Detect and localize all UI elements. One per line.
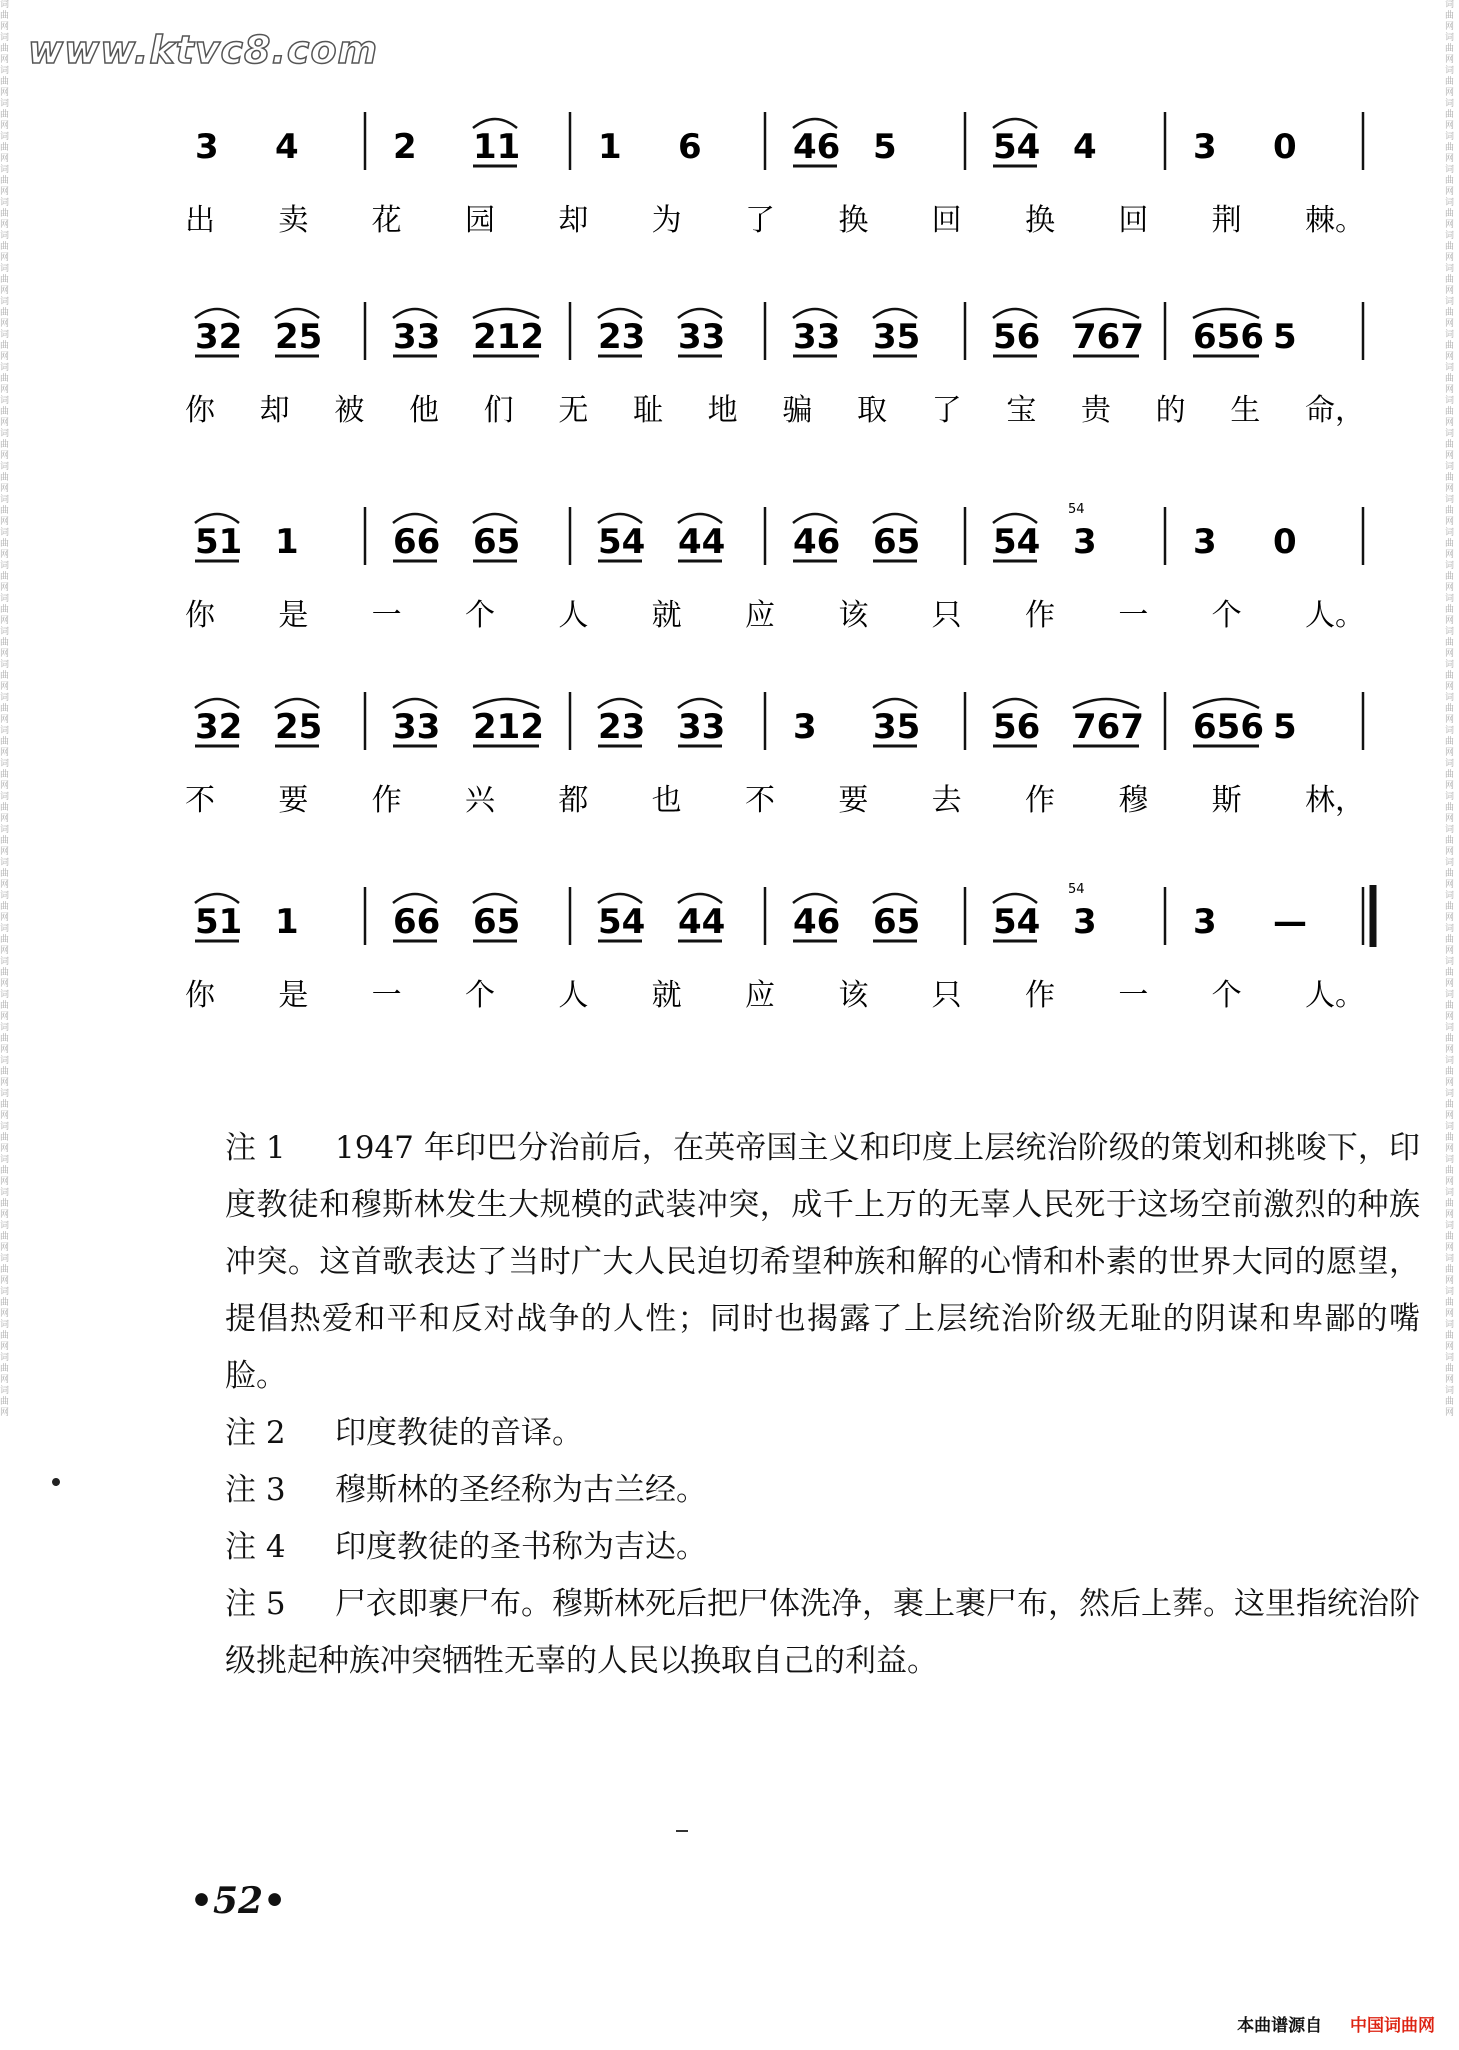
note-group: 51 xyxy=(195,902,243,942)
lyric-char: 应 xyxy=(745,978,775,1013)
watermark: www.ktvc8.com xyxy=(28,28,379,72)
score-system xyxy=(185,502,1385,665)
note-group: 767 xyxy=(1073,317,1144,357)
lyric-char: 你 xyxy=(185,978,215,1013)
lyric-char: 卖 xyxy=(278,203,309,238)
note-group: 3 xyxy=(1073,902,1097,942)
footnote xyxy=(150,1462,1420,1519)
lyric-char: 不 xyxy=(185,783,215,818)
lyric-char: 斯 xyxy=(1211,783,1242,818)
note-group: 25 xyxy=(275,317,323,357)
footnote-label: 注 1 xyxy=(225,1130,286,1166)
lyric-char: 你 xyxy=(185,598,215,633)
lyric-char: 花 xyxy=(371,203,402,238)
lyric-char: 个 xyxy=(465,978,495,1013)
lyric-char: 是 xyxy=(278,598,309,633)
note-group: 6 xyxy=(678,127,702,167)
page-number: •52• xyxy=(190,1880,287,1922)
lyric-char: 要 xyxy=(278,783,309,818)
lyric-char: 他 xyxy=(409,393,439,428)
footnote-text: 尸衣即裹尸布。穆斯林死后把尸体洗净，裹上裹尸布，然后上葬。这里指统治阶级挑起种族冲突牺牲无辜的人民以换取自己的利益。 xyxy=(225,1586,1420,1679)
lyric-char: 作 xyxy=(1025,598,1055,633)
note-group: 1 xyxy=(275,522,299,562)
lyric-char: 一 xyxy=(371,978,402,1013)
footnote xyxy=(150,1120,1420,1405)
footer xyxy=(1237,2011,1435,2036)
lyric-char: 了 xyxy=(931,393,962,428)
lyric-char: 你 xyxy=(185,393,215,428)
grace-note: 54 xyxy=(1068,502,1085,517)
note-group: 32 xyxy=(195,317,243,357)
lyric-char: 作 xyxy=(1025,783,1055,818)
note-group: 3 xyxy=(1193,127,1217,167)
note-group: 33 xyxy=(678,317,726,357)
note-group: 35 xyxy=(873,317,921,357)
lyric-char: 地 xyxy=(707,393,738,428)
score-system xyxy=(185,300,1385,460)
footnote xyxy=(150,1576,1420,1690)
note-group: 54 xyxy=(598,522,646,562)
left-margin-watermark: 词曲网词曲网词曲网词曲网词曲网词曲网词曲网词曲网词曲网词曲网词曲网词曲网词曲网词曲网词曲网词曲网词曲网词曲网词曲网词曲网词曲网词曲网词曲网词曲网词曲网词曲网词曲网词曲网词曲网词曲网词曲网词曲网词曲网词曲网词曲网词曲网词曲网词曲网词曲网词曲网词曲网词曲网词曲网 xyxy=(0,0,10,1418)
lyric-char: 取 xyxy=(857,393,887,428)
lyric-char: 生 xyxy=(1230,393,1261,428)
footnote-label: 注 5 xyxy=(225,1586,286,1622)
lyric-char: 兴 xyxy=(465,783,495,818)
lyric-char: 们 xyxy=(483,393,514,428)
note-group: 33 xyxy=(393,317,441,357)
note-group: 4 xyxy=(275,127,299,167)
score-system xyxy=(185,882,1385,1045)
lyric-char: 该 xyxy=(838,598,869,633)
note-group: 33 xyxy=(678,707,726,747)
lyric-char: 去 xyxy=(931,783,962,818)
note-group: 23 xyxy=(598,317,646,357)
note-group: 1 xyxy=(598,127,622,167)
lyric-char: 人。 xyxy=(1305,598,1365,633)
score-system-svg xyxy=(185,882,1385,1045)
note-group: 32 xyxy=(195,707,243,747)
score-system-svg xyxy=(185,300,1385,460)
dash-mark xyxy=(676,1830,688,1832)
score-system-svg xyxy=(185,502,1385,665)
note-group: 56 xyxy=(993,707,1041,747)
note-group: 33 xyxy=(393,707,441,747)
lyric-char: 棘。 xyxy=(1305,203,1365,238)
lyric-char: 该 xyxy=(838,978,869,1013)
note-group: 2 xyxy=(393,127,417,167)
note-group: 5 xyxy=(1273,317,1297,357)
note-group: 0 xyxy=(1273,127,1297,167)
note-group: 3 xyxy=(793,707,817,747)
lyric-char: 一 xyxy=(1118,978,1149,1013)
note-group: 656 xyxy=(1193,707,1264,747)
lyric-char: 个 xyxy=(1211,598,1242,633)
note-group: 0 xyxy=(1273,522,1297,562)
note-group: 212 xyxy=(473,707,544,747)
lyric-char: 人。 xyxy=(1305,978,1365,1013)
note-group: 56 xyxy=(993,317,1041,357)
lyric-char: 为 xyxy=(651,203,682,238)
lyric-char: 耻 xyxy=(633,393,663,428)
footnote-label: 注 4 xyxy=(225,1529,286,1565)
note-group: 54 xyxy=(993,522,1041,562)
note-group: 65 xyxy=(873,902,921,942)
footnote-text: 印度教徒的音译。 xyxy=(335,1415,583,1451)
lyric-char: 也 xyxy=(651,783,682,818)
footnotes xyxy=(150,1120,1420,1690)
note-group: 656 xyxy=(1193,317,1264,357)
lyric-char: 却 xyxy=(558,203,589,238)
footnote-text: 穆斯林的圣经称为古兰经。 xyxy=(335,1472,707,1508)
footnote-label: 注 3 xyxy=(225,1472,286,1508)
lyric-char: 的 xyxy=(1155,393,1186,428)
lyric-char: 一 xyxy=(1118,598,1149,633)
lyric-char: 作 xyxy=(371,783,402,818)
lyric-char: 无 xyxy=(558,393,589,428)
lyric-char: 人 xyxy=(558,978,589,1013)
note-group: 65 xyxy=(473,902,521,942)
note-group: 46 xyxy=(793,522,841,562)
footer-site-link[interactable]: 中国词曲网 xyxy=(1350,2016,1435,2036)
note-group: 3 xyxy=(1193,902,1217,942)
ink-blot xyxy=(51,1477,62,1488)
note-group: 54 xyxy=(598,902,646,942)
footnote-label: 注 2 xyxy=(225,1415,286,1451)
lyric-char: 作 xyxy=(1025,978,1055,1013)
lyric-char: 应 xyxy=(745,598,775,633)
note-group: 3 xyxy=(1073,522,1097,562)
lyric-char: 都 xyxy=(558,783,589,818)
right-margin-watermark: 词曲网词曲网词曲网词曲网词曲网词曲网词曲网词曲网词曲网词曲网词曲网词曲网词曲网词曲网词曲网词曲网词曲网词曲网词曲网词曲网词曲网词曲网词曲网词曲网词曲网词曲网词曲网词曲网词曲网词曲网词曲网词曲网词曲网词曲网词曲网词曲网词曲网词曲网词曲网词曲网词曲网词曲网词曲网 xyxy=(1445,0,1455,1418)
score-system-svg xyxy=(185,110,1385,270)
note-group: 35 xyxy=(873,707,921,747)
note-group: 65 xyxy=(473,522,521,562)
lyric-char: 了 xyxy=(745,203,775,238)
note-group: 3 xyxy=(1193,522,1217,562)
footer-source: 本曲谱源自 xyxy=(1237,2016,1323,2036)
lyric-char: 林， xyxy=(1305,783,1365,818)
note-group: 33 xyxy=(793,317,841,357)
lyric-char: 人 xyxy=(558,598,589,633)
note-group: 212 xyxy=(473,317,544,357)
lyric-char: 一 xyxy=(371,598,402,633)
lyric-char: 换 xyxy=(838,203,869,238)
note-group: 44 xyxy=(678,902,726,942)
footnote-text: 1947 年印巴分治前后，在英帝国主义和印度上层统治阶级的策划和挑唆下，印度教徒和穆斯林发生大规模的武装冲突，成千上万的无辜人民死于这场空前激烈的种族冲突。这首歌表达了当时广大人民迫切希望种族和解的心情和朴素的世界大同的愿望，提倡热爱和平和反对战争的人性；同时也揭露了上层统治阶级无耻的阴谋和卑鄙的嘴脸。 xyxy=(225,1130,1420,1394)
note-group: 65 xyxy=(873,522,921,562)
lyric-char: 就 xyxy=(651,598,682,633)
score-system xyxy=(185,110,1385,270)
note-group: 46 xyxy=(793,127,841,167)
note-group: 54 xyxy=(993,902,1041,942)
lyric-char: 回 xyxy=(1118,203,1149,238)
lyric-char: 是 xyxy=(278,978,309,1013)
note-group: 4 xyxy=(1073,127,1097,167)
lyric-char: 只 xyxy=(931,598,962,633)
lyric-char: 穆 xyxy=(1118,783,1149,818)
lyric-char: 不 xyxy=(745,783,775,818)
note-group: 44 xyxy=(678,522,726,562)
score-system-svg xyxy=(185,690,1385,850)
lyric-char: 宝 xyxy=(1006,393,1037,428)
lyric-char: 贵 xyxy=(1081,393,1111,428)
lyric-char: 只 xyxy=(931,978,962,1013)
lyric-char: 个 xyxy=(1211,978,1242,1013)
lyric-char: 园 xyxy=(465,203,495,238)
footnote xyxy=(150,1405,1420,1462)
lyric-char: 出 xyxy=(185,203,215,238)
note-group: 51 xyxy=(195,522,243,562)
note-group: 11 xyxy=(473,127,521,167)
note-group: 46 xyxy=(793,902,841,942)
note-group: 1 xyxy=(275,902,299,942)
footnote xyxy=(150,1519,1420,1576)
note-group: 23 xyxy=(598,707,646,747)
lyric-char: 要 xyxy=(838,783,869,818)
lyric-char: 荆 xyxy=(1211,203,1242,238)
note-group: 66 xyxy=(393,902,441,942)
lyric-char: 命， xyxy=(1305,393,1365,428)
note-group: 25 xyxy=(275,707,323,747)
note-group: — xyxy=(1273,902,1307,942)
lyric-char: 换 xyxy=(1025,203,1055,238)
note-group: 5 xyxy=(873,127,897,167)
lyric-char: 个 xyxy=(465,598,495,633)
lyric-char: 回 xyxy=(931,203,962,238)
note-group: 767 xyxy=(1073,707,1144,747)
grace-note: 54 xyxy=(1068,882,1085,897)
note-group: 5 xyxy=(1273,707,1297,747)
score-system xyxy=(185,690,1385,850)
footnote-text: 印度教徒的圣书称为吉达。 xyxy=(335,1529,707,1565)
lyric-char: 就 xyxy=(651,978,682,1013)
note-group: 3 xyxy=(195,127,219,167)
lyric-char: 却 xyxy=(259,393,290,428)
lyric-char: 被 xyxy=(334,393,365,428)
note-group: 54 xyxy=(993,127,1041,167)
lyric-char: 骗 xyxy=(782,393,813,428)
note-group: 66 xyxy=(393,522,441,562)
